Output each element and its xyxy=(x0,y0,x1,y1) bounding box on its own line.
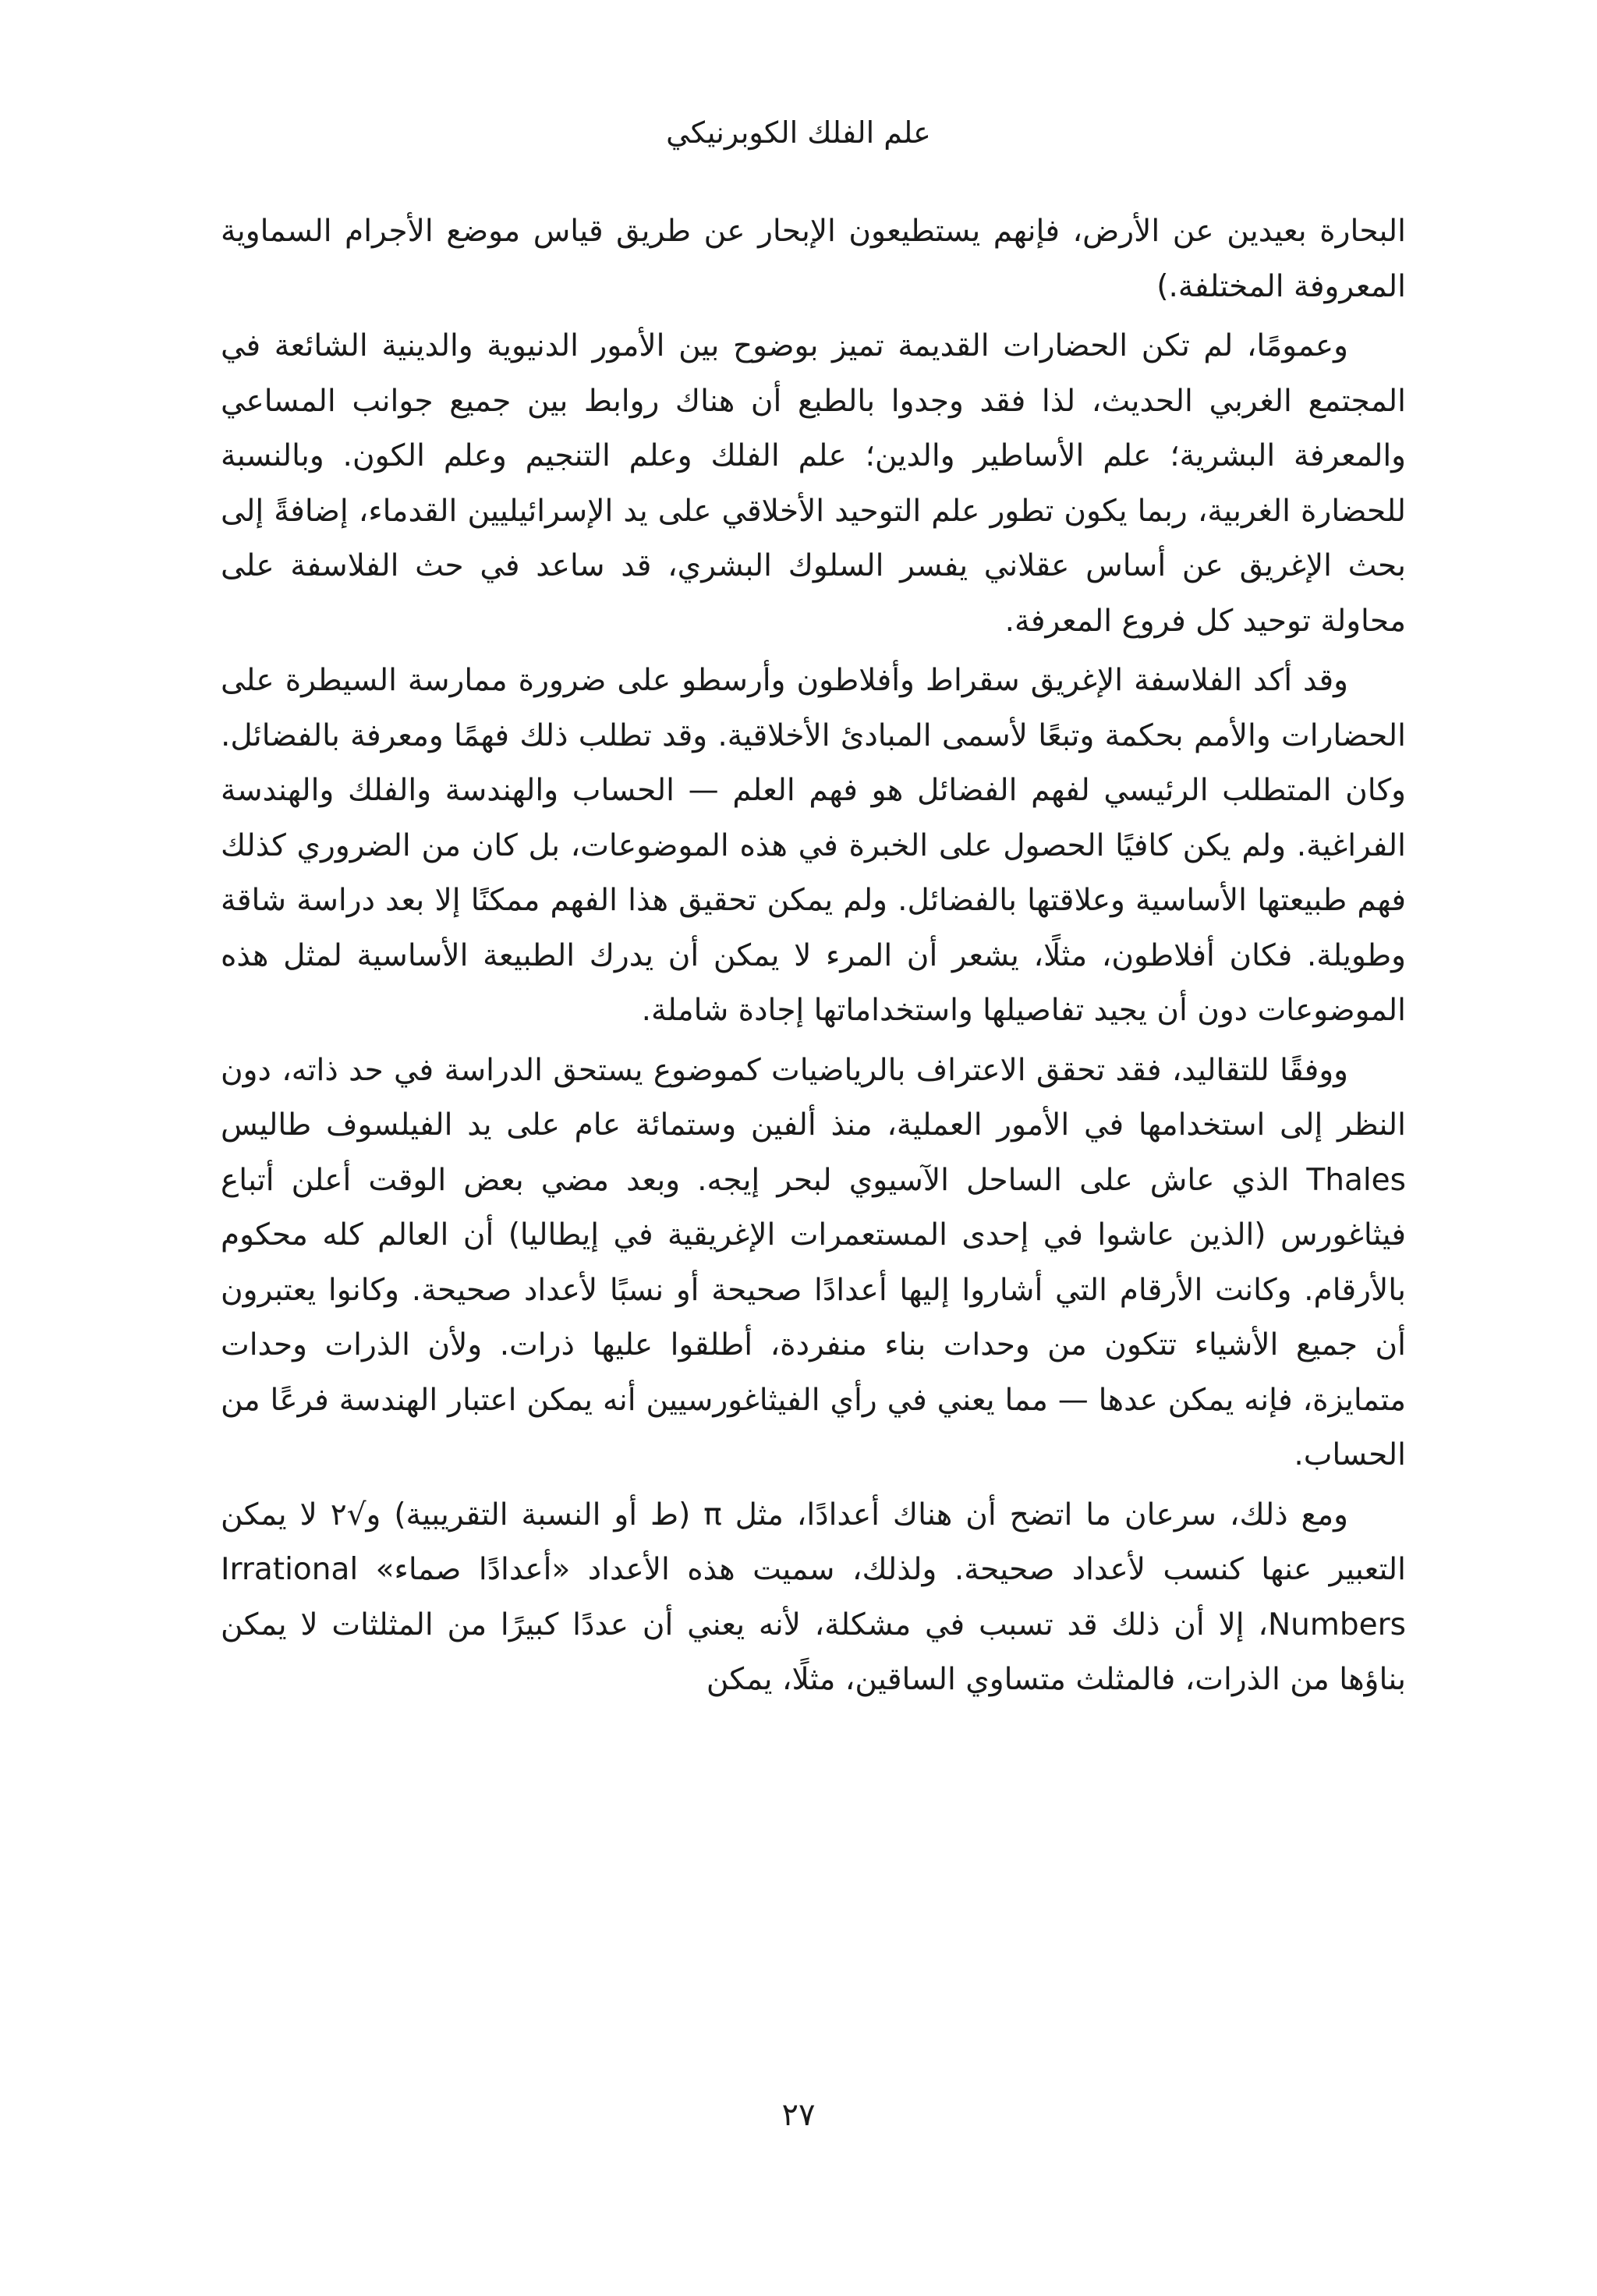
paragraph-pythagoreans: ووفقًا للتقاليد، فقد تحقق الاعتراف بالرياضيات كموضوع يستحق الدراسة في حد ذاته، دون النظر إلى استخدامها في الأمور العملية، منذ ألفين وستمائة عام على يد الفيلسوف طاليس Thales الذي عاش على الساحل الآسيوي لبحر إيجه. وبعد مضي بعض الوقت أعلن أتباع فيثاغورس (الذين عاشوا في إحدى المستعمرات الإغريقية في إيطاليا) أن العالم كله محكوم بالأرقام. وكانت الأرقام التي أشاروا إليها أعدادًا صحيحة أو نسبًا لأعداد صحيحة. وكانوا يعتبرون أن جميع الأشياء تتكون من وحدات بناء منفردة، أطلقوا عليها ذرات. ولأن الذرات وحدات متمايزة، فإنه يمكن عدها — مما يعني في رأي الفيثاغورسيين أنه يمكن اعتبار الهندسة فرعًا من الحساب. xyxy=(221,1052,1406,1472)
running-head: علم الفلك الكوبرنيكي xyxy=(666,115,931,150)
page-number: ٢٧ xyxy=(781,2097,816,2133)
paragraph-ancient-civilizations: وعمومًا، لم تكن الحضارات القديمة تميز بوضوح بين الأمور الدنيوية والدينية الشائعة في المجتمع الغربي الحديث، لذا فقد وجدوا بالطبع أن هناك روابط بين جميع جوانب المساعي والمعرفة البشرية؛ علم الأساطير والدين؛ علم الفلك وعلم التنجيم وعلم الكون. وبالنسبة للحضارة الغربية، ربما يكون تطور علم التوحيد الأخلاقي على يد الإسرائيليين القدماء، إضافةً إلى بحث الإغريق عن أساس عقلاني يفسر السلوك البشري، قد ساعد في حث الفلاسفة على محاولة توحيد كل فروع المعرفة. xyxy=(221,328,1406,639)
body-text xyxy=(221,204,1406,1708)
paragraph-irrational-numbers: ومع ذلك، سرعان ما اتضح أن هناك أعدادًا، مثل π (ط أو النسبة التقريبية) و√٢ لا يمكن التعبير عنها كنسب لأعداد صحيحة. ولذلك، سميت هذه الأعداد «أعدادًا صماء» Irrational Numbers، إلا أن ذلك قد تسبب في مشكلة، لأنه يعني أن عددًا كبيرًا من المثلثات لا يمكن بناؤها من الذرات، فالمثلث متساوي الساقين، مثلًا، يمكن xyxy=(221,1497,1406,1697)
paragraph-greek-philosophers: وقد أكد الفلاسفة الإغريق سقراط وأفلاطون وأرسطو على ضرورة ممارسة السيطرة على الحضارات والأمم بحكمة وتبعًا لأسمى المبادئ الأخلاقية. وقد تطلب ذلك فهمًا ومعرفة بالفضائل. وكان المتطلب الرئيسي لفهم الفضائل هو فهم العلم — الحساب والهندسة والفلك والهندسة الفراغية. ولم يكن كافيًا الحصول على الخبرة في هذه الموضوعات، بل كان من الضروري كذلك فهم طبيعتها الأساسية وعلاقتها بالفضائل. ولم يمكن تحقيق هذا الفهم ممكنًا إلا بعد دراسة شاقة وطويلة. فكان أفلاطون، مثلًا، يشعر أن المرء لا يمكن أن يدرك الطبيعة الأساسية لمثل هذه الموضوعات دون أن يجيد تفاصيلها واستخداماتها إجادة شاملة. xyxy=(221,663,1406,1028)
paragraph-continuation: البحارة بعيدين عن الأرض، فإنهم يستطيعون الإبحار عن طريق قياس موضع الأجرام السماوية المعروفة المختلفة.) xyxy=(221,214,1406,304)
